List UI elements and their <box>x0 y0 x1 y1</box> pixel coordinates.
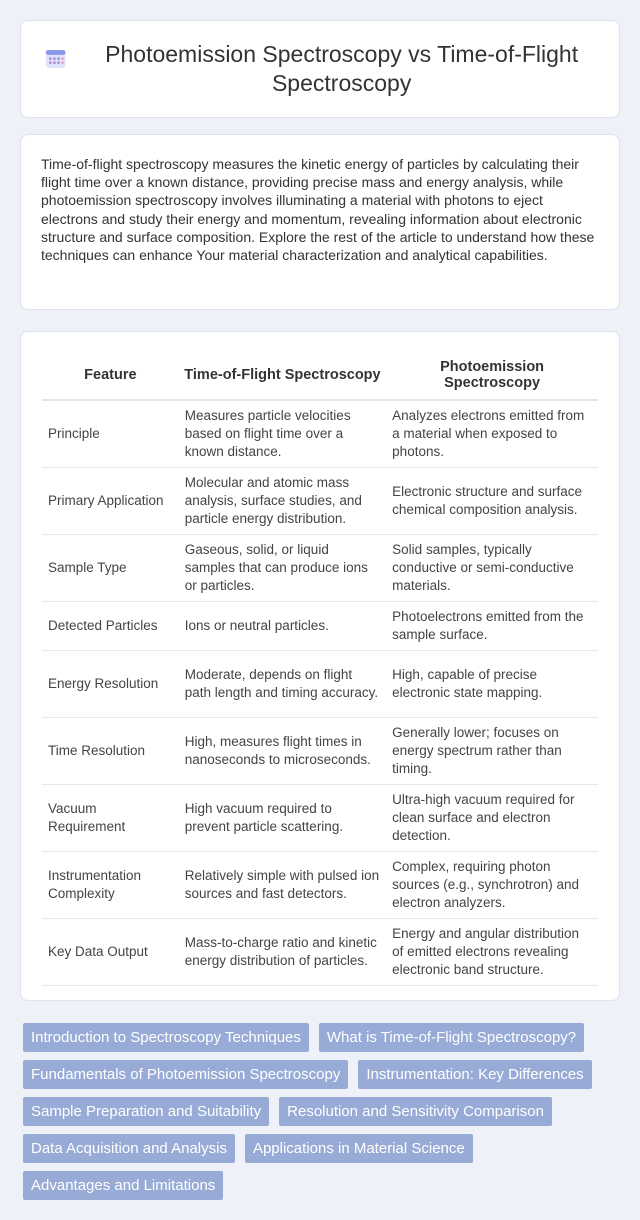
table-row <box>42 918 598 985</box>
row-photoemission: Complex, requiring photon sources (e.g., synchrotron) and electron analyzers. <box>386 851 598 918</box>
tag-link[interactable]: What is Time-of-Flight Spectroscopy? <box>319 1023 584 1052</box>
row-photoemission: High, capable of precise electronic state mapping. <box>386 650 598 717</box>
row-time-of-flight: High, measures flight times in nanoseconds to microseconds. <box>179 717 386 784</box>
page-title: Photoemission Spectroscopy vs Time-of-Flight Spectroscopy <box>105 41 579 96</box>
row-time-of-flight: Molecular and atomic mass analysis, surface studies, and particle energy distribution. <box>179 467 386 534</box>
topic-tags <box>20 1023 620 1208</box>
row-feature: Primary Application <box>42 467 179 534</box>
table-row <box>42 534 598 601</box>
table-row <box>42 601 598 650</box>
table-row <box>42 851 598 918</box>
tag-link[interactable]: Introduction to Spectroscopy Techniques <box>23 1023 309 1052</box>
row-feature: Detected Particles <box>42 601 179 650</box>
row-photoemission: Generally lower; focuses on energy spectrum rather than timing. <box>386 717 598 784</box>
row-time-of-flight: Moderate, depends on flight path length and timing accuracy. <box>179 650 386 717</box>
title-row <box>45 40 595 98</box>
row-time-of-flight: High vacuum required to prevent particle scattering. <box>179 784 386 851</box>
tag-link[interactable]: Fundamentals of Photoemission Spectroscopy <box>23 1060 348 1089</box>
row-feature: Vacuum Requirement <box>42 784 179 851</box>
row-time-of-flight: Relatively simple with pulsed ion sources and fast detectors. <box>179 851 386 918</box>
table-row <box>42 784 598 851</box>
row-photoemission: Electronic structure and surface chemical composition analysis. <box>386 467 598 534</box>
row-feature: Key Data Output <box>42 918 179 985</box>
row-time-of-flight: Gaseous, solid, or liquid samples that can produce ions or particles. <box>179 534 386 601</box>
intro-card <box>20 134 620 310</box>
row-feature: Energy Resolution <box>42 650 179 717</box>
tag-link[interactable]: Instrumentation: Key Differences <box>358 1060 591 1089</box>
header-photoemission: Photoemission Spectroscopy <box>386 350 598 400</box>
row-time-of-flight: Mass-to-charge ratio and kinetic energy distribution of particles. <box>179 918 386 985</box>
row-feature: Principle <box>42 400 179 467</box>
table-row <box>42 650 598 717</box>
comparison-table-card <box>20 331 620 1001</box>
comparison-table <box>42 350 598 986</box>
table-row <box>42 717 598 784</box>
title-card <box>20 20 620 118</box>
row-photoemission: Solid samples, typically conductive or semi-conductive materials. <box>386 534 598 601</box>
table-row <box>42 467 598 534</box>
row-time-of-flight: Ions or neutral particles. <box>179 601 386 650</box>
row-feature: Instrumentation Complexity <box>42 851 179 918</box>
row-photoemission: Analyzes electrons emitted from a material when exposed to photons. <box>386 400 598 467</box>
row-feature: Time Resolution <box>42 717 179 784</box>
row-feature: Sample Type <box>42 534 179 601</box>
row-time-of-flight: Measures particle velocities based on flight time over a known distance. <box>179 400 386 467</box>
tag-link[interactable]: Advantages and Limitations <box>23 1171 223 1200</box>
row-photoemission: Photoelectrons emitted from the sample surface. <box>386 601 598 650</box>
row-photoemission: Energy and angular distribution of emitted electrons revealing electronic band structure. <box>386 918 598 985</box>
tag-link[interactable]: Resolution and Sensitivity Comparison <box>279 1097 552 1126</box>
row-photoemission: Ultra-high vacuum required for clean surface and electron detection. <box>386 784 598 851</box>
table-header-row <box>42 350 598 400</box>
tag-link[interactable]: Data Acquisition and Analysis <box>23 1134 235 1163</box>
calendar-grid-icon <box>45 46 66 72</box>
table-row <box>42 400 598 467</box>
intro-paragraph: Time-of-flight spectroscopy measures the kinetic energy of particles by calculating their flight time over a known distance, providing precise mass and energy analysis, while photoemission spectroscopy involves illuminating a material with photons to eject electrons and study their energy and momentum, revealing information about electronic structure and surface composition. Explore the rest of the article to understand how these techniques can enhance Your material characterization and analytical capabilities. <box>41 156 595 264</box>
tag-link[interactable]: Sample Preparation and Suitability <box>23 1097 269 1126</box>
header-feature: Feature <box>42 350 179 400</box>
tag-link[interactable]: Applications in Material Science <box>245 1134 473 1163</box>
header-time-of-flight: Time-of-Flight Spectroscopy <box>179 350 386 400</box>
